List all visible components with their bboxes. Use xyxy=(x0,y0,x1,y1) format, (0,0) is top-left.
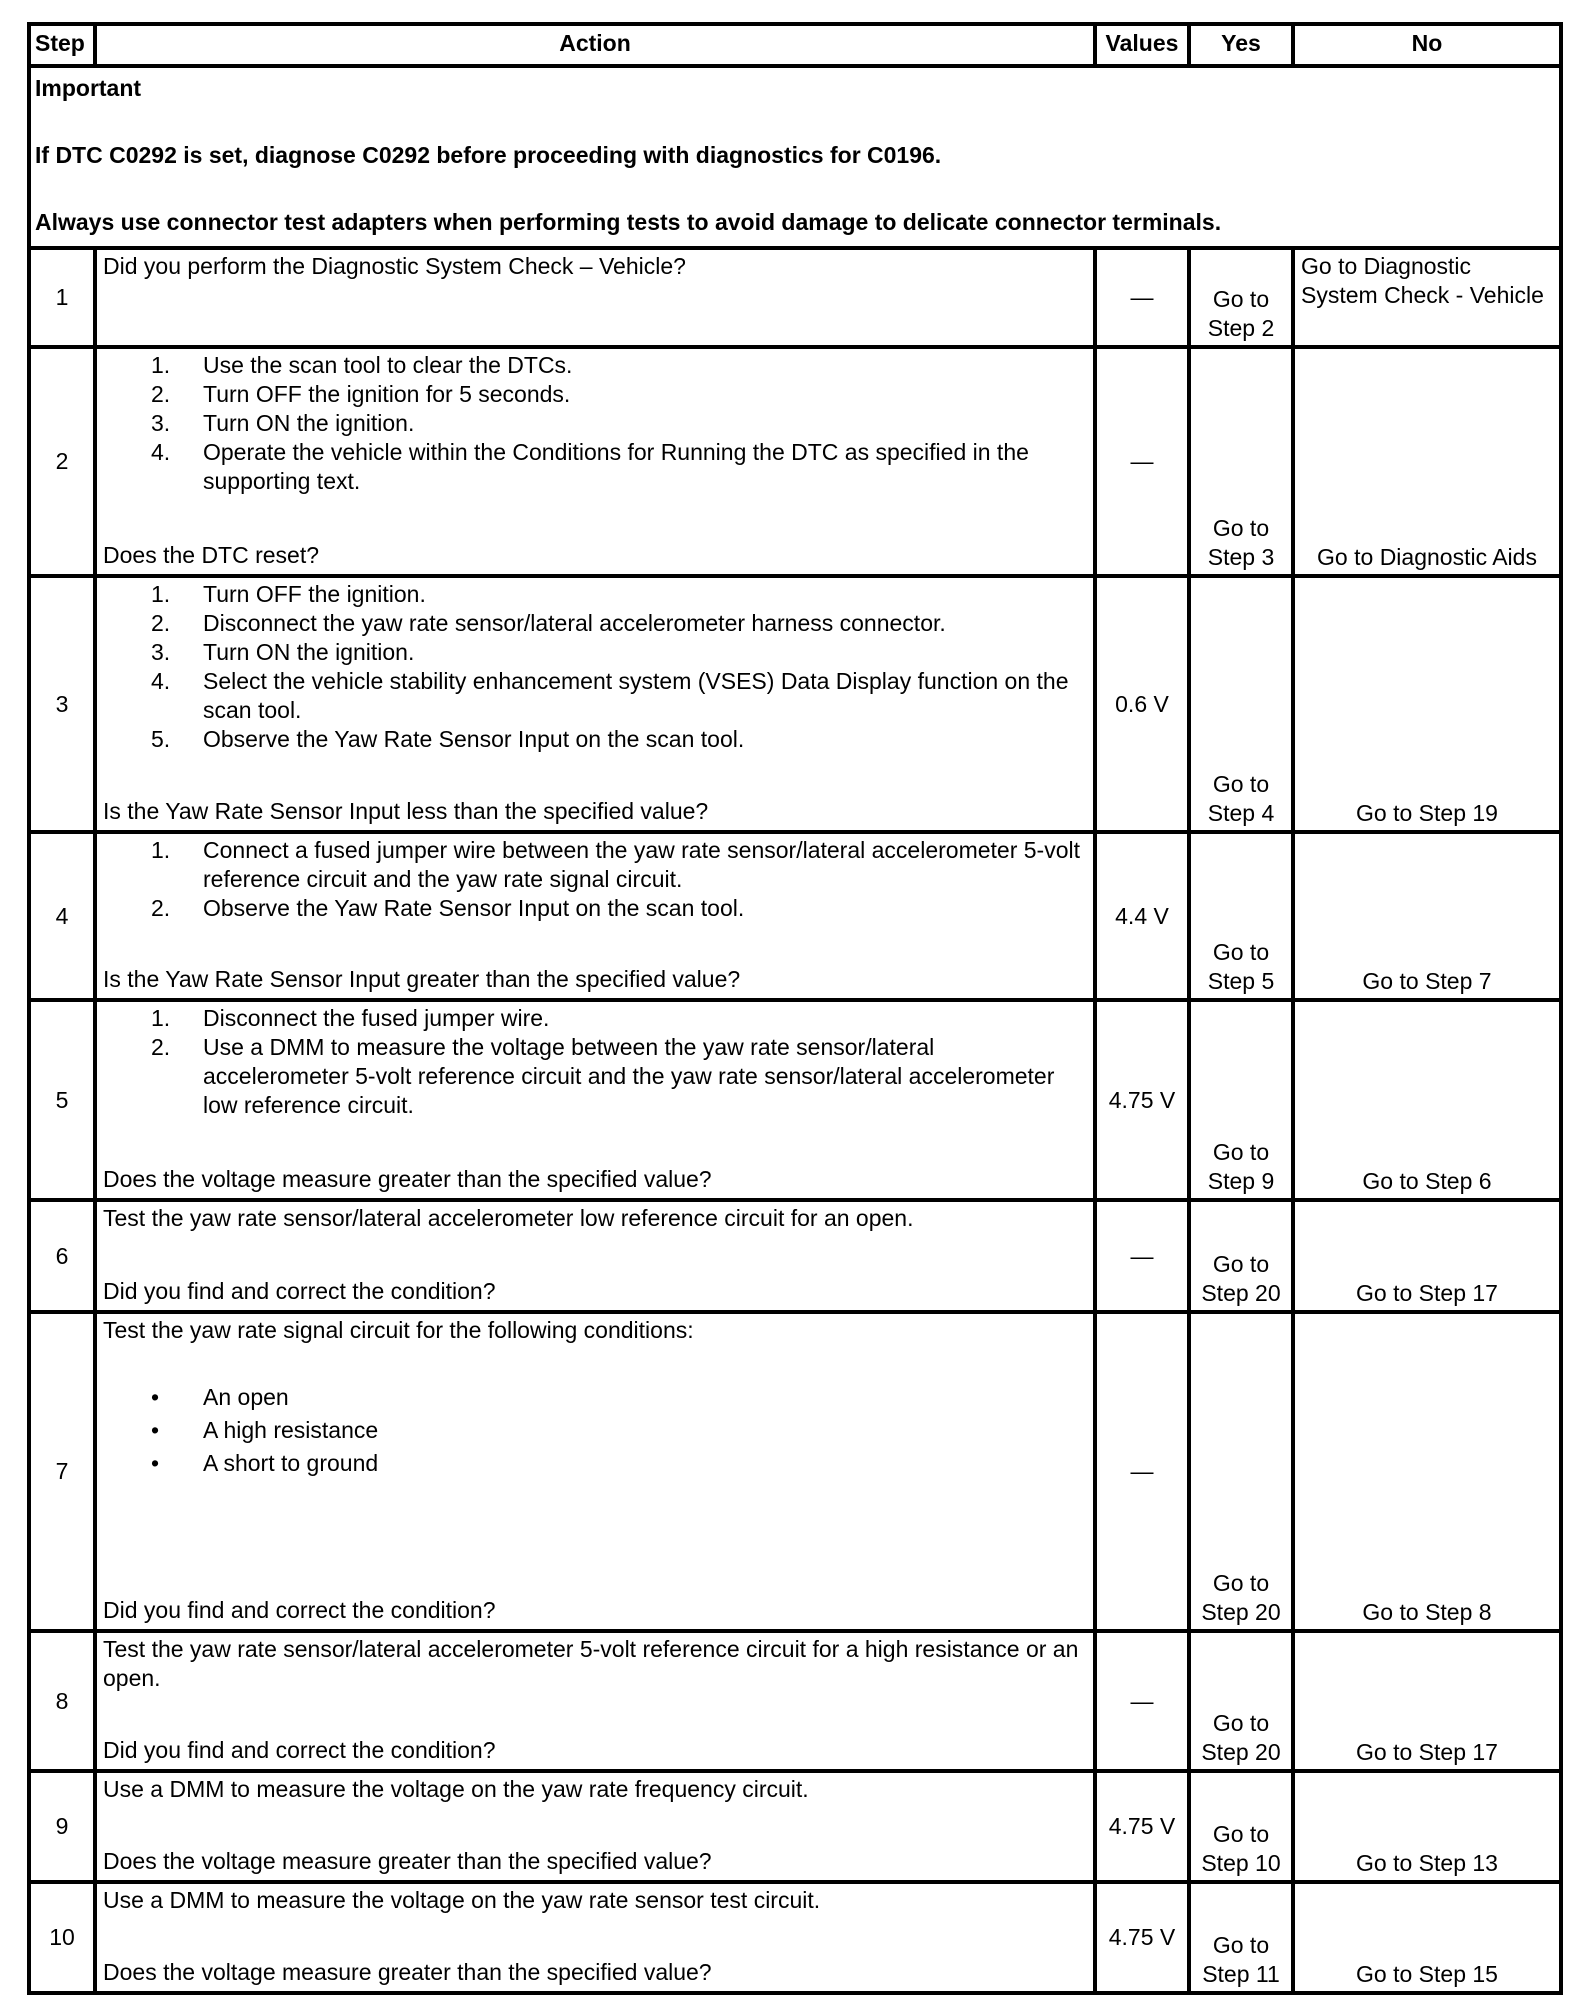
action-cell xyxy=(95,1312,1095,1631)
step-number: 4 xyxy=(29,832,95,1000)
action-cell xyxy=(95,1631,1095,1771)
value-cell: 0.6 V xyxy=(1095,576,1189,832)
step-number: 3 xyxy=(29,576,95,832)
action-question: Did you find and correct the condition? xyxy=(103,1278,496,1304)
list-item: 1. Turn OFF the ignition. xyxy=(151,581,426,607)
list-item: • An open xyxy=(151,1384,289,1410)
list-item: 1. Disconnect the fused jumper wire. xyxy=(151,1005,550,1031)
action-text: Test the yaw rate sensor/lateral accelerometer low reference circuit for an open. xyxy=(103,1205,914,1231)
action-question: Is the Yaw Rate Sensor Input less than the specified value? xyxy=(103,798,709,824)
no-cell: Go to Diagnostic System Check - Vehicle xyxy=(1293,248,1561,347)
action-question: Is the Yaw Rate Sensor Input greater than the specified value? xyxy=(103,966,741,992)
header-no: No xyxy=(1293,24,1561,66)
yes-cell: Go to Step 20 xyxy=(1189,1200,1293,1312)
action-text: Use a DMM to measure the voltage on the yaw rate sensor test circuit. xyxy=(103,1887,821,1913)
important-title: Important xyxy=(35,75,142,101)
action-steps xyxy=(103,351,1085,496)
table-row xyxy=(29,347,1561,576)
yes-cell: Go to Step 9 xyxy=(1189,1000,1293,1200)
list-item: 5. Observe the Yaw Rate Sensor Input on the scan tool. xyxy=(151,726,745,752)
action-question: Did you find and correct the condition? xyxy=(103,1737,496,1763)
header-values: Values xyxy=(1095,24,1189,66)
no-cell: Go to Step 13 xyxy=(1293,1771,1561,1882)
table-header-row xyxy=(29,24,1561,66)
action-cell xyxy=(95,1000,1095,1200)
action-text: Did you perform the Diagnostic System Check – Vehicle? xyxy=(95,248,1095,347)
action-cell xyxy=(95,1771,1095,1882)
action-steps xyxy=(103,836,1085,923)
value-cell: — xyxy=(1095,1631,1189,1771)
action-text: Test the yaw rate sensor/lateral accelerometer 5-volt reference circuit for a high resistance or an open. xyxy=(103,1636,1079,1691)
step-number: 1 xyxy=(29,248,95,347)
list-item: • A short to ground xyxy=(151,1450,379,1476)
list-item: • A high resistance xyxy=(151,1417,379,1443)
list-item: 2. Observe the Yaw Rate Sensor Input on the scan tool. xyxy=(151,895,745,921)
table-row xyxy=(29,1000,1561,1200)
no-cell: Go to Step 17 xyxy=(1293,1200,1561,1312)
value-cell: 4.4 V xyxy=(1095,832,1189,1000)
yes-cell: Go to Step 10 xyxy=(1189,1771,1293,1882)
table-row xyxy=(29,248,1561,347)
list-item: 2. Turn OFF the ignition for 5 seconds. xyxy=(151,381,571,407)
value-cell: 4.75 V xyxy=(1095,1000,1189,1200)
list-item: 4. Select the vehicle stability enhancement system (VSES) Data Display function on the scan tool. xyxy=(151,668,1069,723)
action-question: Does the voltage measure greater than the specified value? xyxy=(103,1166,712,1192)
action-steps xyxy=(103,580,1085,754)
action-steps xyxy=(103,1004,1085,1120)
no-cell: Go to Step 7 xyxy=(1293,832,1561,1000)
list-item: 4. Operate the vehicle within the Conditions for Running the DTC as specified in the supporting text. xyxy=(151,439,1029,494)
yes-cell: Go to Step 11 xyxy=(1189,1882,1293,1993)
yes-cell: Go to Step 4 xyxy=(1189,576,1293,832)
action-question: Did you find and correct the condition? xyxy=(103,1597,496,1623)
action-cell xyxy=(95,832,1095,1000)
table-row xyxy=(29,832,1561,1000)
diagnostic-table xyxy=(27,22,1563,1995)
important-row xyxy=(29,66,1561,248)
important-line-2: Always use connector test adapters when performing tests to avoid damage to delicate connector terminals. xyxy=(35,209,1222,235)
action-text: Use a DMM to measure the voltage on the yaw rate frequency circuit. xyxy=(103,1776,809,1802)
step-number: 10 xyxy=(29,1882,95,1993)
action-text: Test the yaw rate signal circuit for the following conditions: xyxy=(103,1317,694,1343)
no-cell: Go to Step 6 xyxy=(1293,1000,1561,1200)
list-item: 2. Disconnect the yaw rate sensor/lateral accelerometer harness connector. xyxy=(151,610,946,636)
important-note xyxy=(29,66,1561,248)
yes-cell: Go to Step 2 xyxy=(1189,248,1293,347)
action-question: Does the voltage measure greater than the specified value? xyxy=(103,1848,712,1874)
no-cell: Go to Step 19 xyxy=(1293,576,1561,832)
yes-cell: Go to Step 20 xyxy=(1189,1312,1293,1631)
header-yes: Yes xyxy=(1189,24,1293,66)
step-number: 2 xyxy=(29,347,95,576)
action-cell xyxy=(95,1882,1095,1993)
no-cell: Go to Step 8 xyxy=(1293,1312,1561,1631)
step-number: 7 xyxy=(29,1312,95,1631)
value-cell: — xyxy=(1095,1200,1189,1312)
table-row xyxy=(29,576,1561,832)
step-number: 9 xyxy=(29,1771,95,1882)
value-cell: — xyxy=(1095,1312,1189,1631)
no-cell: Go to Step 15 xyxy=(1293,1882,1561,1993)
table-row xyxy=(29,1200,1561,1312)
table-row xyxy=(29,1312,1561,1631)
header-action: Action xyxy=(95,24,1095,66)
condition-list xyxy=(103,1383,1085,1482)
action-question: Does the DTC reset? xyxy=(103,542,320,568)
value-cell: — xyxy=(1095,347,1189,576)
table-row xyxy=(29,1631,1561,1771)
yes-cell: Go to Step 3 xyxy=(1189,347,1293,576)
list-item: 1. Use the scan tool to clear the DTCs. xyxy=(151,352,573,378)
yes-cell: Go to Step 5 xyxy=(1189,832,1293,1000)
no-cell: Go to Diagnostic Aids xyxy=(1293,347,1561,576)
list-item: 3. Turn ON the ignition. xyxy=(151,639,415,665)
diagnostic-table-sheet xyxy=(27,22,1559,1995)
action-cell xyxy=(95,576,1095,832)
value-cell: 4.75 V xyxy=(1095,1882,1189,1993)
step-number: 6 xyxy=(29,1200,95,1312)
list-item: 3. Turn ON the ignition. xyxy=(151,410,415,436)
action-cell xyxy=(95,347,1095,576)
action-cell xyxy=(95,1200,1095,1312)
yes-cell: Go to Step 20 xyxy=(1189,1631,1293,1771)
value-cell: — xyxy=(1095,248,1189,347)
action-question: Does the voltage measure greater than the specified value? xyxy=(103,1959,712,1985)
step-number: 5 xyxy=(29,1000,95,1200)
important-line-1: If DTC C0292 is set, diagnose C0292 before proceeding with diagnostics for C0196. xyxy=(35,142,942,168)
no-cell: Go to Step 17 xyxy=(1293,1631,1561,1771)
header-step: Step xyxy=(29,24,95,66)
list-item: 1. Connect a fused jumper wire between the yaw rate sensor/lateral accelerometer 5-volt reference circuit and the yaw rate signal circuit. xyxy=(151,837,1080,892)
list-item: 2. Use a DMM to measure the voltage between the yaw rate sensor/lateral accelerometer 5-volt reference circuit and the yaw rate sensor/lateral accelerometer low reference circuit. xyxy=(151,1034,1055,1118)
step-number: 8 xyxy=(29,1631,95,1771)
table-row xyxy=(29,1882,1561,1993)
value-cell: 4.75 V xyxy=(1095,1771,1189,1882)
table-row xyxy=(29,1771,1561,1882)
